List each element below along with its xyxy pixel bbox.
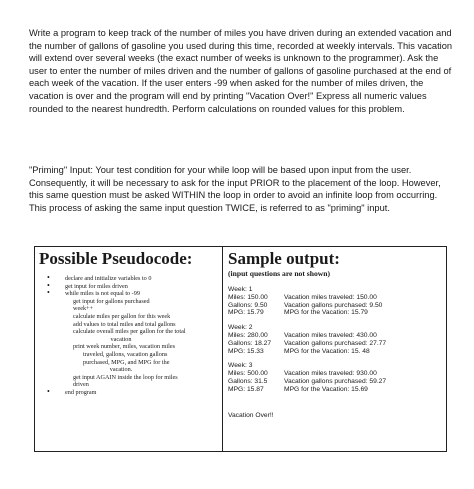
- sample-week-value: Gallons: 18.27: [228, 339, 272, 347]
- sample-week-value: Miles: 500.00: [228, 370, 268, 378]
- sample-output-row: [228, 386, 440, 394]
- pseudocode-line: add values to total miles and total gallons: [73, 320, 176, 328]
- sample-week-value: Miles: 150.00: [228, 293, 268, 301]
- pseudocode-line: calculate overall miles per gallon for the total: [73, 328, 186, 336]
- sample-output-subheading: (input questions are not shown): [228, 269, 330, 278]
- pseudocode-line: vacation.: [109, 366, 133, 374]
- pseudocode-line: • get input for miles driven: [43, 283, 219, 291]
- sample-week-block: [228, 362, 440, 393]
- sample-output-row: [228, 370, 440, 378]
- sample-output-row: [228, 348, 440, 356]
- sample-vacation-value: MPG for the Vacation: 15.79: [284, 309, 368, 317]
- pseudocode-line: get input for gallons purchased: [73, 297, 150, 305]
- pseudocode-line: • end program: [43, 389, 219, 397]
- pseudocode-line: driven: [73, 381, 89, 389]
- sample-vacation-value: Vacation miles traveled: 930.00: [284, 370, 377, 378]
- sample-week-value: MPG: 15.79: [228, 309, 264, 317]
- pseudocode-line: week++: [73, 305, 94, 313]
- sample-vacation-value: MPG for the Vacation: 15. 48: [284, 347, 370, 355]
- sample-week-block: [228, 286, 440, 317]
- sample-week-title: Week: 2: [228, 324, 253, 332]
- sample-output-row: [228, 332, 440, 340]
- sample-week-title: Week: 1: [228, 286, 253, 293]
- sample-week-value: MPG: 15.33: [228, 347, 264, 355]
- sample-vacation-value: Vacation miles traveled: 430.00: [284, 331, 377, 339]
- sample-vacation-value: Vacation miles traveled: 150.00: [284, 293, 377, 301]
- sample-vacation-value: MPG for the Vacation: 15.69: [284, 385, 368, 393]
- pseudocode-column: [35, 247, 223, 451]
- pseudocode-heading: Possible Pseudocode:: [39, 249, 193, 268]
- pseudocode-line: traveled, gallons, vacation gallons: [83, 350, 168, 358]
- pseudocode-line: print week number, miles, vacation miles: [73, 343, 175, 351]
- sample-output-row: [228, 294, 440, 302]
- pseudocode-line: • while miles is not equal to -99: [43, 290, 219, 298]
- sample-output-row: [228, 302, 440, 310]
- pseudocode-line: get input AGAIN inside the loop for miles: [73, 373, 178, 381]
- sample-week-block: [228, 324, 440, 355]
- sample-output-body: [228, 286, 440, 419]
- sample-week-value: Gallons: 31.5: [228, 377, 268, 385]
- sample-output-row: [228, 378, 440, 386]
- sample-vacation-value: Vacation gallons purchased: 59.27: [284, 377, 387, 385]
- pseudocode-line: purchased, MPG, and MPG for the: [83, 358, 170, 366]
- problem-description: Write a program to keep track of the number of miles you have driven during an extended vacation and the number of gallons of gasoline you used during this time, recorded at weekly intervals. This vacation will extend over several weeks (the exact number of weeks is unknown to the programmer). Ask the user to enter the number of miles driven and the number of gallons of gasoline purchased at the end of each week of the vacation. If the user enters -99 when asked for the number of miles driven, the vacation is over and the program will end by printing "Vacation Over!" Express all numeric values rounded to the nearest hundredth. Perform calculations on rounded values for this problem.: [29, 28, 453, 114]
- pseudocode-sample-table: [34, 246, 447, 452]
- pseudocode-list: [43, 275, 219, 397]
- sample-output-row: [228, 309, 440, 317]
- sample-output-row: [228, 340, 440, 348]
- sample-week-title: Week: 3: [228, 362, 253, 370]
- pseudocode-line: vacation: [110, 335, 132, 343]
- sample-output-column: [223, 247, 446, 451]
- pseudocode-line: • declare and initialize variables to 0: [43, 275, 219, 283]
- sample-output-heading: Sample output:: [228, 249, 340, 268]
- vacation-over-message: Vacation Over!!: [228, 411, 274, 419]
- sample-vacation-value: Vacation gallons purchased: 27.77: [284, 339, 387, 347]
- sample-week-value: MPG: 15.87: [228, 385, 264, 393]
- priming-input-note: "Priming" Input: Your test condition for your while loop will be based upon input from the user. Consequently, it will be necessary to ask for the input PRIOR to the placement of the loop. However, this same question must be asked WITHIN the loop in order to avoid an infinite loop from occurring. This process of asking the same input question TWICE, is referred to as "priming" input.: [29, 165, 441, 213]
- sample-week-value: Miles: 280.00: [228, 331, 268, 339]
- pseudocode-line: calculate miles per gallon for this week: [73, 312, 171, 320]
- sample-vacation-value: Vacation gallons purchased: 9.50: [284, 301, 383, 309]
- sample-week-value: Gallons: 9.50: [228, 301, 268, 309]
